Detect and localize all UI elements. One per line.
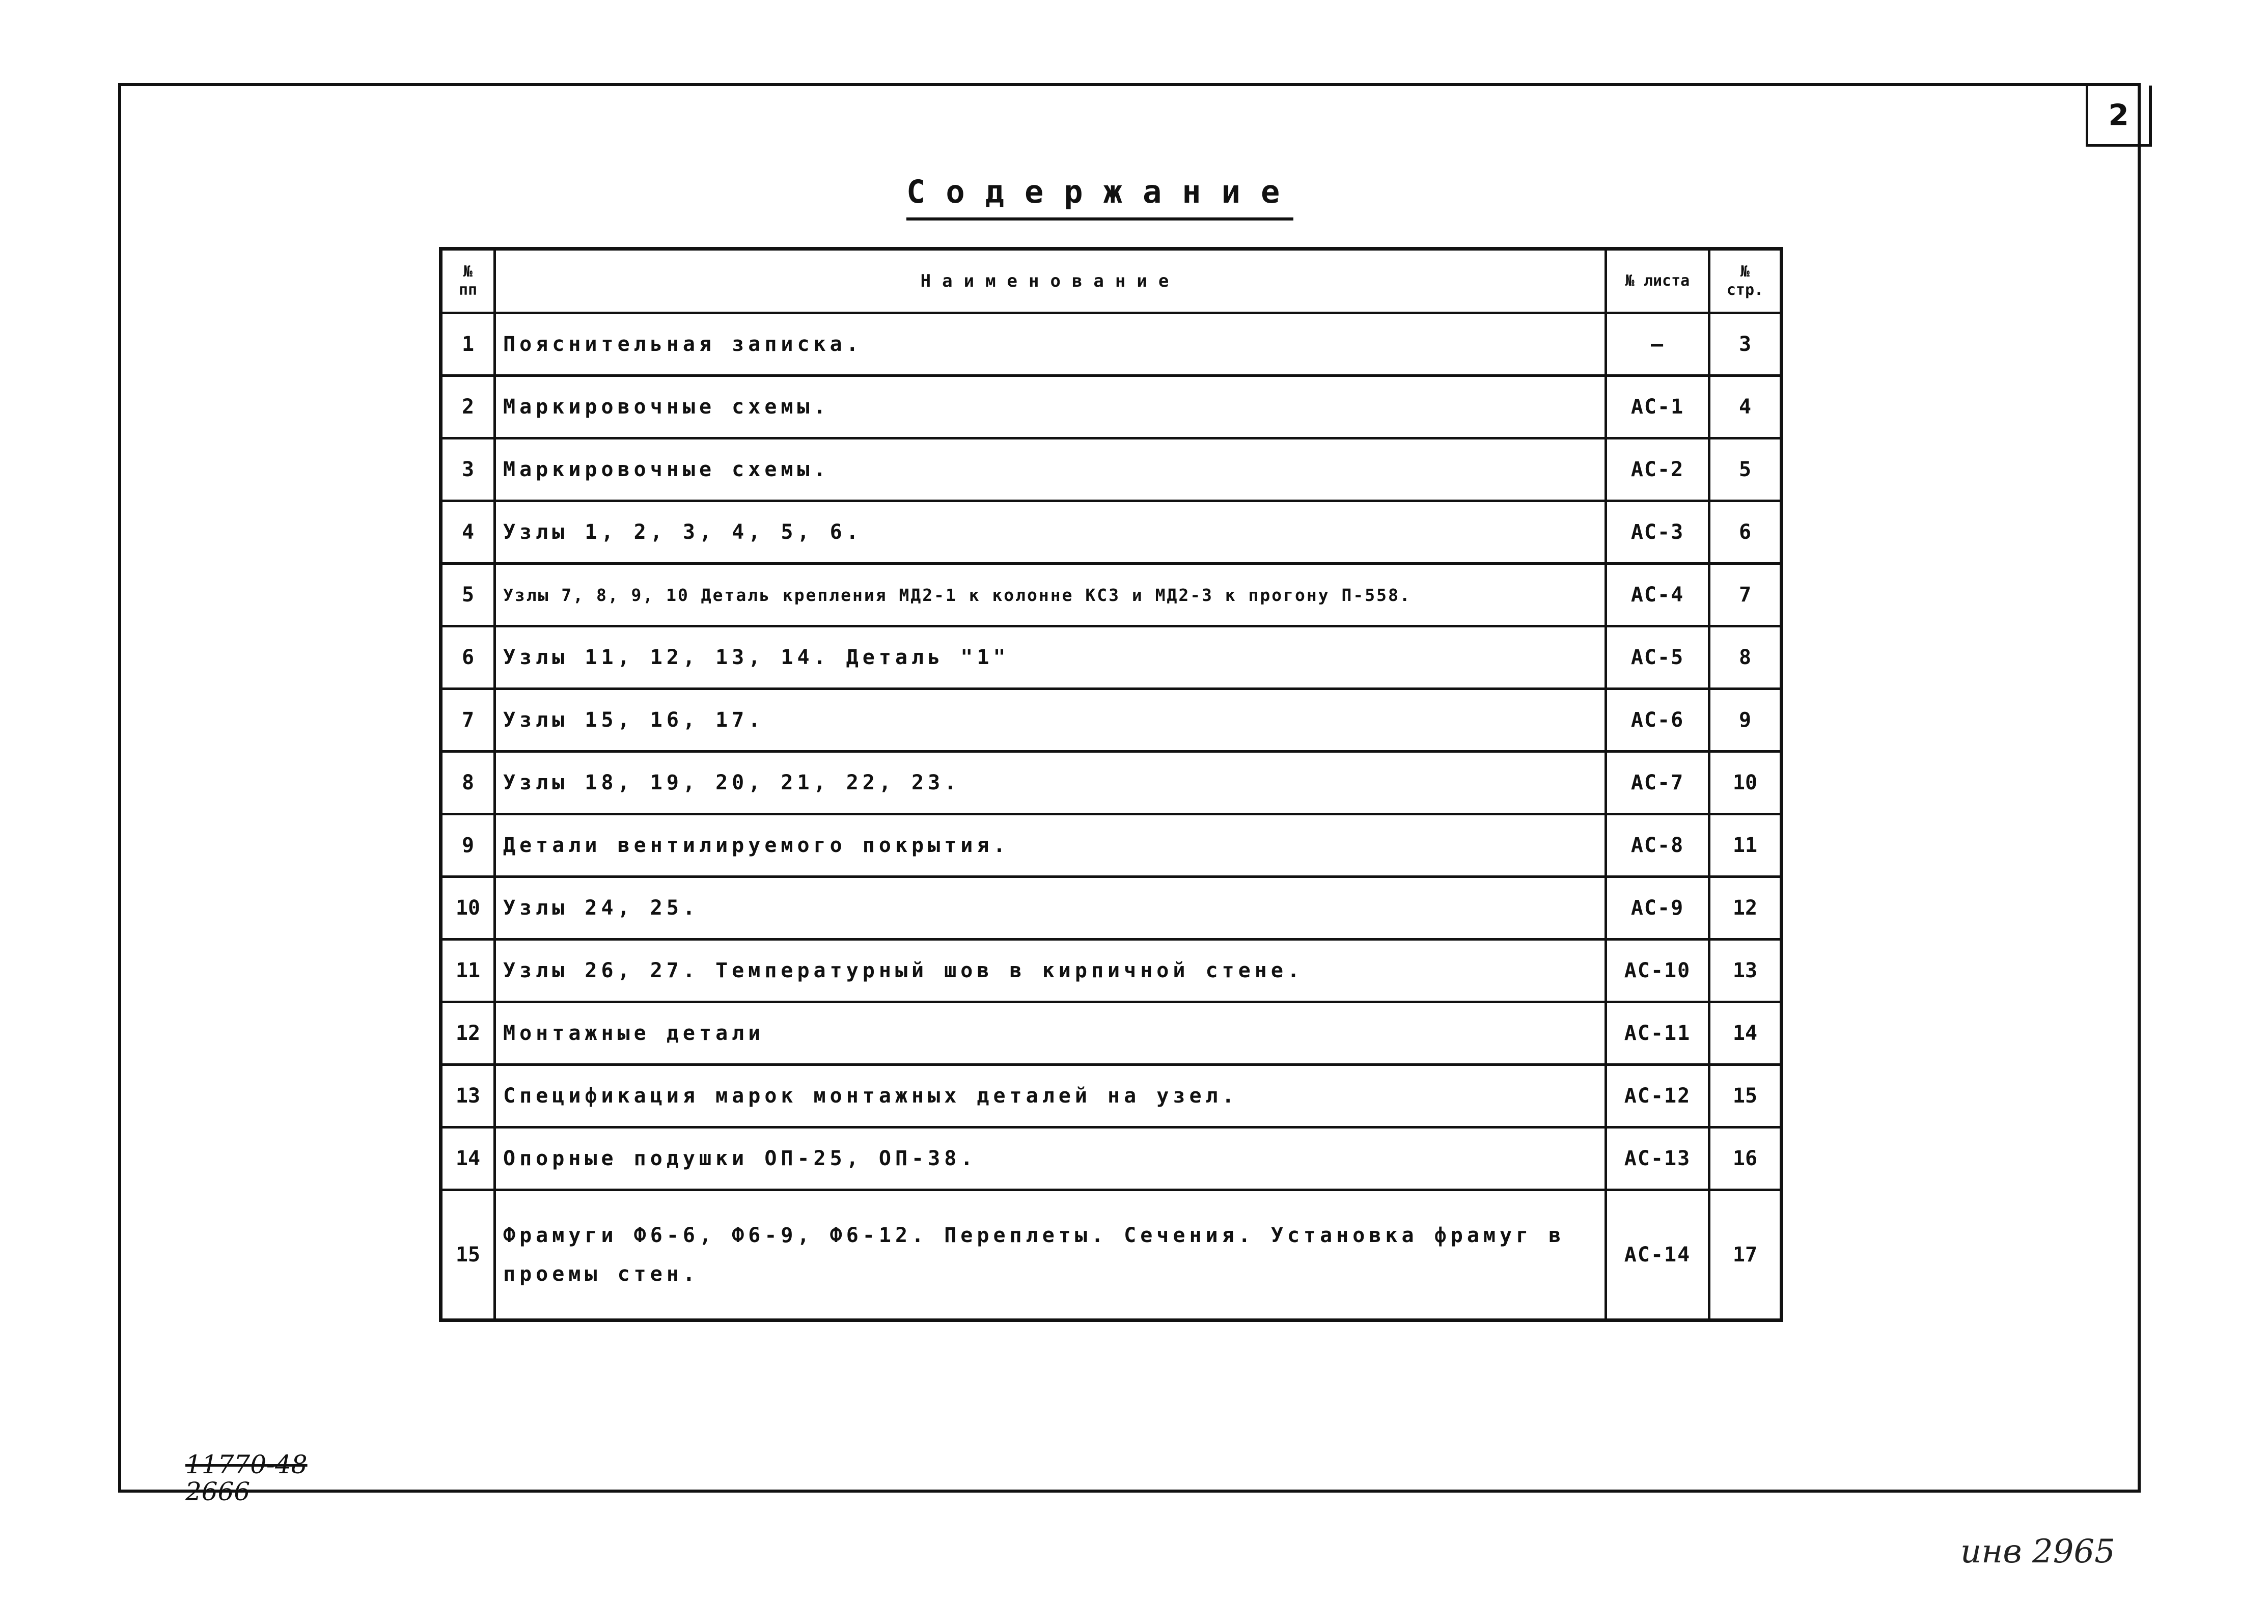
table-row [441, 689, 1782, 752]
row-num: 13 [441, 1065, 495, 1127]
header-num: № пп [441, 249, 495, 313]
row-name: Маркировочные схемы. [495, 376, 1606, 438]
table-row [441, 1127, 1782, 1190]
row-name: Детали вентилируемого покрытия. [495, 814, 1606, 877]
row-sheet: АС-9 [1606, 877, 1709, 940]
row-sheet: АС-7 [1606, 752, 1709, 814]
row-page: 5 [1709, 438, 1782, 501]
archive-number-note [185, 1451, 308, 1505]
row-name: Узлы 1, 2, 3, 4, 5, 6. [495, 501, 1606, 564]
row-sheet: АС-5 [1606, 626, 1709, 689]
row-sheet: АС-1 [1606, 376, 1709, 438]
archive-number-top: 11770-48 [185, 1450, 308, 1479]
row-page: 3 [1709, 313, 1782, 376]
table-row [441, 438, 1782, 501]
row-page: 17 [1709, 1190, 1782, 1320]
row-sheet: АС-11 [1606, 1002, 1709, 1065]
row-sheet: АС-2 [1606, 438, 1709, 501]
table-row [441, 877, 1782, 940]
row-name: Узлы 15, 16, 17. [495, 689, 1606, 752]
header-page: № стр. [1709, 249, 1782, 313]
row-name: Маркировочные схемы. [495, 438, 1606, 501]
row-num: 2 [441, 376, 495, 438]
row-page: 10 [1709, 752, 1782, 814]
row-sheet: АС-6 [1606, 689, 1709, 752]
header-name: Наименование [495, 249, 1606, 313]
table-row [441, 1002, 1782, 1065]
row-page: 4 [1709, 376, 1782, 438]
row-name: Узлы 7, 8, 9, 10 Деталь крепления МД2-1 к колонне КС3 и МД2-3 к прогону П-558. [495, 564, 1606, 626]
contents-table [439, 247, 1783, 1322]
inventory-number: инв 2965 [1960, 1533, 2115, 1571]
row-num: 3 [441, 438, 495, 501]
row-page: 8 [1709, 626, 1782, 689]
row-name: Узлы 26, 27. Температурный шов в кирпичной стене. [495, 940, 1606, 1002]
table-row [441, 313, 1782, 376]
row-num: 11 [441, 940, 495, 1002]
row-sheet: АС-12 [1606, 1065, 1709, 1127]
row-page: 13 [1709, 940, 1782, 1002]
row-num: 1 [441, 313, 495, 376]
row-sheet: АС-10 [1606, 940, 1709, 1002]
row-name: Узлы 11, 12, 13, 14. Деталь "1" [495, 626, 1606, 689]
row-page: 16 [1709, 1127, 1782, 1190]
table-row [441, 1190, 1782, 1320]
row-num: 8 [441, 752, 495, 814]
table-row [441, 564, 1782, 626]
table-row [441, 814, 1782, 877]
row-page: 9 [1709, 689, 1782, 752]
row-num: 14 [441, 1127, 495, 1190]
header-sheet: № листа [1606, 249, 1709, 313]
table-row [441, 501, 1782, 564]
row-num: 6 [441, 626, 495, 689]
table-row [441, 626, 1782, 689]
archive-number-bottom: 2666 [185, 1476, 251, 1506]
row-page: 6 [1709, 501, 1782, 564]
table-row [441, 376, 1782, 438]
row-name: Опорные подушки ОП-25, ОП-38. [495, 1127, 1606, 1190]
row-page: 12 [1709, 877, 1782, 940]
row-num: 10 [441, 877, 495, 940]
row-num: 7 [441, 689, 495, 752]
row-name: Монтажные детали [495, 1002, 1606, 1065]
row-sheet: АС-14 [1606, 1190, 1709, 1320]
table-header-row [441, 249, 1782, 313]
row-sheet: АС-3 [1606, 501, 1709, 564]
row-num: 9 [441, 814, 495, 877]
table-row [441, 1065, 1782, 1127]
row-name: Пояснительная записка. [495, 313, 1606, 376]
row-sheet: АС-8 [1606, 814, 1709, 877]
row-page: 15 [1709, 1065, 1782, 1127]
page-title: Содержание [906, 173, 1293, 221]
row-sheet: — [1606, 313, 1709, 376]
row-num: 5 [441, 564, 495, 626]
page-number: 2 [2086, 86, 2152, 147]
row-name: Узлы 24, 25. [495, 877, 1606, 940]
row-page: 7 [1709, 564, 1782, 626]
row-num: 4 [441, 501, 495, 564]
table-row [441, 752, 1782, 814]
row-num: 15 [441, 1190, 495, 1320]
table-row [441, 940, 1782, 1002]
row-num: 12 [441, 1002, 495, 1065]
row-name: Фрамуги Ф6-6, Ф6-9, Ф6-12. Переплеты. Сечения. Установка фрамуг в проемы стен. [495, 1190, 1606, 1320]
row-sheet: АС-13 [1606, 1127, 1709, 1190]
row-name: Спецификация марок монтажных деталей на узел. [495, 1065, 1606, 1127]
row-page: 14 [1709, 1002, 1782, 1065]
row-page: 11 [1709, 814, 1782, 877]
row-name: Узлы 18, 19, 20, 21, 22, 23. [495, 752, 1606, 814]
row-sheet: АС-4 [1606, 564, 1709, 626]
